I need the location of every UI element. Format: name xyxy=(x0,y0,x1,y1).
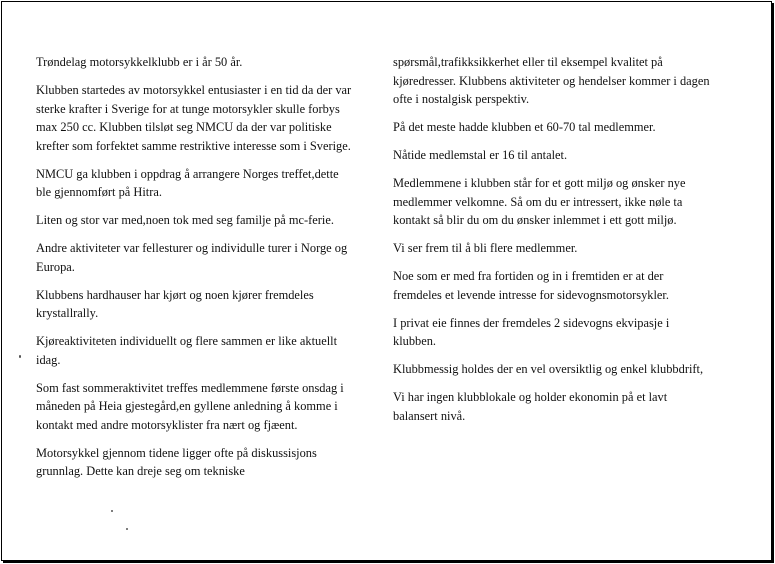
paragraph-family-trip: Liten og stor var med,noen tok med seg familje på mc-ferie. xyxy=(36,213,334,227)
paragraph-sidecar-interest: Noe som er med fra fortiden og in i fremtiden er at der fremdeles et levende intresse for sidevognsmotorsykler. xyxy=(393,269,669,302)
paragraph-max-members: På det meste hadde klubben et 60-70 tal medlemmer. xyxy=(393,120,656,134)
paragraph-economy: Vi har ingen klubblokale og holder ekonomin på et lavt balansert nivå. xyxy=(393,390,668,423)
page-border-shadow-bottom xyxy=(3,560,774,563)
paragraph-sidecar-count: I privat eie finnes der fremdeles 2 sidevogns ekvipasje i klubben. xyxy=(393,315,670,348)
page-border-shadow-right xyxy=(771,3,774,563)
paragraph-more-members: Vi ser frem til å bli flere medlemmer. xyxy=(393,241,578,255)
left-text-column xyxy=(36,53,366,490)
right-text-column xyxy=(393,53,728,435)
paragraph-riding-activity: Kjøreaktiviteten individuellt og flere sammen er like aktuellt idag. xyxy=(36,334,338,367)
scan-speck xyxy=(126,528,128,530)
paragraph-discussion-topics: Motorsykkel gjennom tidene ligger ofte på diskussisjons grunnlag. Dette kan dreje seg om tekniske xyxy=(36,445,317,478)
paragraph-club-age: Trøndelag motorsykkelklubb er i år 50 år. xyxy=(36,55,243,69)
scan-speck xyxy=(111,510,113,512)
paragraph-other-activities: Andre aktiviteter var fellesturer og individulle turer i Norge og Europa. xyxy=(36,241,348,274)
paragraph-summer-activity: Som fast sommeraktivitet treffes medlemmene første onsdag i måneden på Heia gjestegård,en gyllene anledning å komme i kontakt med andre motorsyklister fra nært og fjæent. xyxy=(36,380,344,432)
paragraph-nmcu-meeting: NMCU ga klubben i oppdrag å arrangere Norges treffet,dette ble gjennomført på Hitra. xyxy=(36,166,339,199)
paragraph-club-management: Klubbmessig holdes der en vel oversiktlig og enkel klubbdrift, xyxy=(393,362,704,376)
paragraph-traffic-safety: spørsmål,trafikksikkerhet eller til eksempel kvalitet på kjøredresser. Klubbens aktiviteter og hendelser kommer i dagen ofte i nostalgisk perspektiv. xyxy=(393,55,710,106)
scan-speck xyxy=(19,355,21,358)
paragraph-crystal-rally: Klubbens hardhauser har kjørt og noen kjører fremdeles krystallrally. xyxy=(36,287,314,320)
paragraph-club-founding: Klubben startedes av motorsykkel entusiaster i en tid da der var sterke krafter i Sverige for at tunge motorsykler skulle forbys max 250 cc. Klubben tilsløt seg NMCU da der var politiske krefter som forfektet samme restriktive interesse som i Sverige. xyxy=(36,83,352,153)
paragraph-current-members: Nåtide medlemstal er 16 til antalet. xyxy=(393,148,568,162)
paragraph-welcome-members: Medlemmene i klubben står for et gott miljø og ønsker nye medlemmer velkomne. Så om du er intressert, ikke nøle ta kontakt så blir du om du ønsker inlemmet i ett gott miljø. xyxy=(393,176,686,227)
